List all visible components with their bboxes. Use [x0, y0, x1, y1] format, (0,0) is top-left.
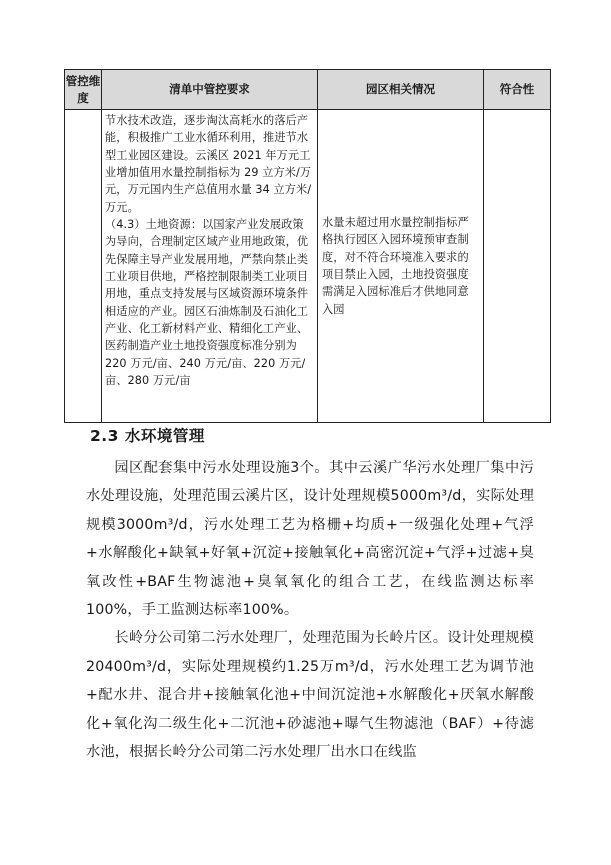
paragraph-guanghua-plant: 园区配套集中污水处理设施3个。其中云溪广华污水处理厂集中污水处理设施，处理范围云溪片区，设计处理规模5000m³/d，实际处理规模3000m³/d，污水处理工艺为格栅+均质+一级强化处理+气浮+水解酸化+缺氧+好氧+沉淀+接触氧化+高密沉淀+气浮+过滤+臭氧改性+BAF生物滤池+臭氧氧化的组合工艺，在线监测达标率100%，手工监测达标率100%。	[86, 460, 534, 619]
section-title: 2.3 水环境管理	[90, 427, 205, 445]
header-requirement: 清单中管控要求	[102, 70, 318, 110]
requirements-table	[64, 69, 551, 423]
requirement-land-text: （4.3）土地资源：以国家产业发展政策为导向，合理制定区域产业用地政策，优先保障主导产业发展用地，严禁向禁止类工业项目供地，严格控制限制类工业项目用地，重点支持发展与区域资源环境条件相适应的产业。园区石油炼制及石油化工产业、化工新材料产业、精细化工产业、医药制造产业土地投资强度标准分别为 220 万元/亩、240 万元/亩、220 万元/亩、280 万元/亩	[105, 218, 309, 388]
header-dimension: 管控维度	[65, 70, 102, 110]
header-park-situation: 园区相关情况	[318, 70, 484, 110]
table-header-row	[65, 70, 551, 110]
body-text	[86, 454, 534, 766]
requirement-water-text: 节水技术改造，逐步淘汰高耗水的落后产能，积极推广工业水循环利用，推进节水型工业园区建设。云溪区 2021 年万元工业增加值用水量控制指标为 29 立方米/万元，万元国内生产总值用水量 34 立方米/万元。	[105, 114, 312, 214]
cell-dimension	[65, 110, 102, 423]
cell-park-situation	[318, 110, 484, 423]
table-row	[65, 110, 551, 423]
park-situation-text: 水量未超过用水量控制指标严格执行园区入园环境预审查制度，对不符合环境准入要求的项目禁止入园，土地投资强度需满足入园标准后才供地同意入园	[322, 215, 469, 316]
paragraph-changling-plant: 长岭分公司第二污水处理厂，处理范围为长岭片区。设计处理规模20400m³/d，实际处理规模约1.25万m³/d，污水处理工艺为调节池+配水井、混合井+接触氧化池+中间沉淀池+水解酸化+厌氧水解酸化+氧化沟二级生化+二沉池+砂滤池+曝气生物滤池（BAF）+待滤水池，根据长岭分公司第二污水处理厂出水口在线监	[86, 630, 534, 761]
cell-requirement	[102, 110, 318, 423]
cell-compliance	[484, 110, 551, 423]
header-compliance: 符合性	[484, 70, 551, 110]
